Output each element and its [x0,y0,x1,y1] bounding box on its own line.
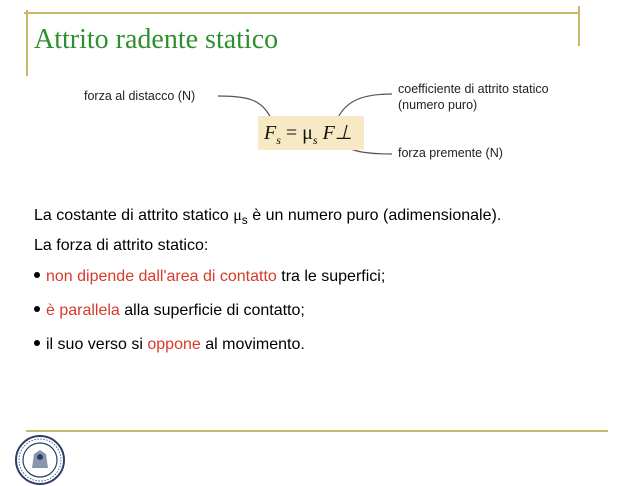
label-coefficiente: coefficiente di attrito statico [398,82,549,96]
bullet-dot-icon [34,306,40,312]
slide-title: Attrito radente statico [34,24,279,55]
bullet2-highlight: è parallela [46,302,120,319]
bullet3-highlight: oppone [147,336,201,353]
bullet1-highlight: non dipende dall'area di contatto [46,268,277,285]
formula-F-sub: s [276,133,281,147]
bullet-item-2 [34,302,305,320]
line1-post: è un numero puro (adimensionale). [247,207,502,224]
formula-Fperp: F⊥ [317,122,353,144]
bullet-dot-icon [34,340,40,346]
label-forza-premente: forza premente (N) [398,146,503,160]
bullet3-pre: il suo verso si [46,336,148,353]
line1-sub: s [241,213,248,227]
formula-eq: = [280,122,303,144]
bullet3-rest: al movimento. [200,336,305,353]
body-line-1 [34,207,501,227]
formula-F: F [264,122,277,144]
bullet1-rest: tra le superfici; [276,268,386,285]
bullet-dot-icon [34,272,40,278]
label-forza-distacco: forza al distacco (N) [84,89,196,103]
line1-mu: μ [233,207,242,224]
body-line-2: La forza di attrito statico: [34,237,209,254]
label-numero-puro: (numero puro) [398,98,478,112]
formula-mu-sub: s [312,133,318,147]
formula [264,120,352,148]
footer-rule [26,430,608,432]
university-seal-icon [14,434,66,486]
line1-pre: La costante di attrito statico [34,207,234,224]
bullet-item-3 [34,336,305,354]
bullet-item-1 [34,268,385,286]
formula-mu: μ [302,122,313,144]
bullet2-rest: alla superficie di contatto; [119,302,305,319]
